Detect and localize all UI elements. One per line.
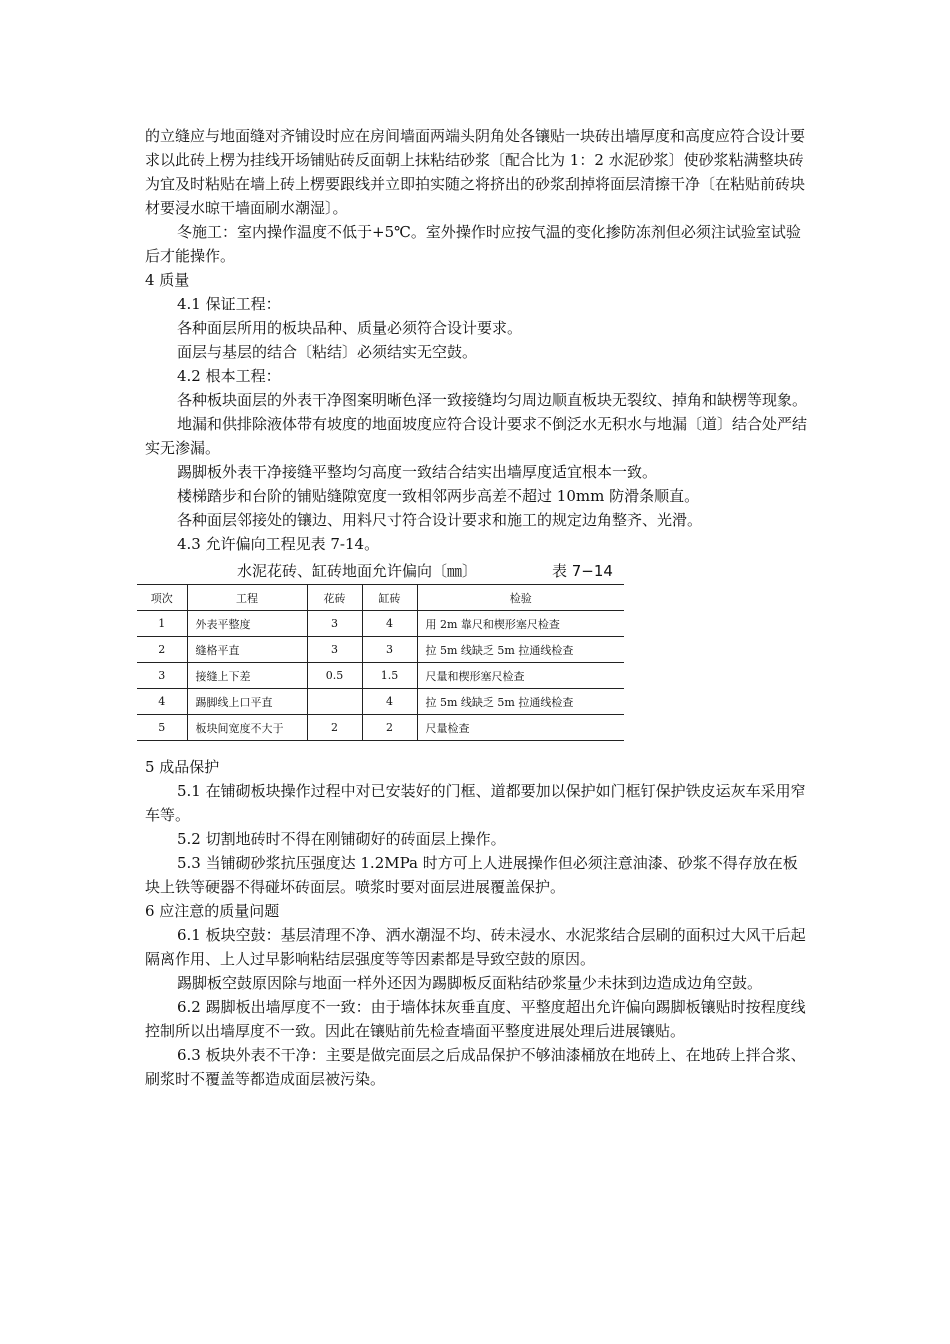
paragraph: 踢脚板外表干净接缝平整均匀高度一致结合结实出墙厚度适宜根本一致。 — [177, 463, 658, 481]
paragraph: 面层与基层的结合〔粘结〕必须结实无空鼓。 — [177, 343, 478, 361]
table-cell: 尺量检查 — [417, 715, 624, 741]
table-cell: 接缝上下差 — [187, 663, 307, 689]
table-row — [137, 637, 624, 663]
paragraph: 地漏和供排除液体带有坡度的地面坡度应符合设计要求不倒泛水无积水与地漏〔道〕结合处严结实无渗漏。 — [145, 415, 808, 457]
table-row — [137, 689, 624, 715]
table-number: 表 7−14 — [552, 562, 613, 580]
table-cell: 拉 5m 线缺乏 5m 拉通线检查 — [417, 689, 624, 715]
document-page — [145, 124, 810, 1091]
table-cell — [307, 689, 362, 715]
table-cell: 3 — [362, 637, 417, 663]
table-cell: 3 — [307, 637, 362, 663]
paragraph: 5.2 切割地砖时不得在刚铺砌好的砖面层上操作。 — [177, 830, 506, 848]
table-cell: 0.5 — [307, 663, 362, 689]
header-flower-brick: 花砖 — [307, 585, 362, 611]
paragraph: 4.3 允许偏向工程见表 7-14。 — [177, 535, 380, 553]
paragraph: 楼梯踏步和台阶的铺贴缝隙宽度一致相邻两步高差不超过 10mm 防滑条顺直。 — [177, 487, 700, 505]
table-cell: 4 — [362, 689, 417, 715]
table-body — [137, 611, 624, 741]
paragraph: 踢脚板空鼓原因除与地面一样外还因为踢脚板反面粘结砂浆量少未抹到边造成边角空鼓。 — [177, 974, 763, 992]
table-caption — [145, 558, 810, 584]
paragraph: 4.1 保证工程： — [177, 295, 281, 313]
paragraph: 各种面层邻接处的镶边、用料尺寸符合设计要求和施工的规定边角整齐、光滑。 — [177, 511, 703, 529]
table-cell: 板块间宽度不大于 — [187, 715, 307, 741]
table-cell: 4 — [158, 695, 166, 708]
section-heading: 4 质量 — [145, 271, 190, 289]
table-row — [137, 715, 624, 741]
paragraph: 6.3 板块外表不干净：主要是做完面层之后成品保护不够油漆桶放在地砖上、在地砖上拌合浆、刷浆时不覆盖等都造成面层被污染。 — [145, 1046, 806, 1088]
table-cell: 5 — [158, 721, 166, 734]
table-cell: 尺量和楔形塞尺检查 — [417, 663, 624, 689]
paragraph: 各种板块面层的外表干净图案明晰色泽一致接缝均匀周边顺直板块无裂纹、掉角和缺楞等现象。 — [177, 391, 808, 409]
table-cell: 外表平整度 — [187, 611, 307, 637]
section-heading: 5 成品保护 — [145, 758, 220, 776]
paragraph: 5.3 当铺砌砂浆抗压强度达 1.2MPa 时方可上人进展操作但必须注意油漆、砂浆不得存放在板块上铁等硬器不得碰坏砖面层。喷浆时要对面层进展覆盖保护。 — [145, 854, 798, 896]
table-cell: 3 — [158, 669, 166, 682]
table-cell: 2 — [158, 643, 166, 656]
table-header-row — [137, 585, 624, 611]
text-section-bottom — [145, 755, 810, 1091]
table-cell: 2 — [307, 715, 362, 741]
paragraph: 的立缝应与地面缝对齐铺设时应在房间墙面两端头阴角处各镶贴一块砖出墙厚度和高度应符合设计要求以此砖上楞为挂线开场铺贴砖反面朝上抹粘结砂浆〔配合比为 1：2 水泥砂浆〕使砂浆粘满整块砖为宜及时粘贴在墙上砖上楞要跟线并立即拍实随之将挤出的砂浆刮掉将面层清擦干净〔在粘贴前砖块材要浸水晾干墙面刷水潮湿〕。 — [145, 127, 806, 217]
header-check: 检验 — [417, 585, 624, 611]
table-row — [137, 663, 624, 689]
table-cell: 3 — [307, 611, 362, 637]
header-index: 项次 — [150, 591, 173, 605]
table-cell: 4 — [362, 611, 417, 637]
table-row — [137, 611, 624, 637]
paragraph: 5.1 在铺砌板块操作过程中对已安装好的门框、道都要加以保护如门框钉保护铁皮运灰车采用窄车等。 — [145, 782, 806, 824]
paragraph: 6.1 板块空鼓：基层清理不净、洒水潮湿不均、砖未浸水、水泥浆结合层刷的面积过大风干后起隔离作用、上人过早影响粘结层强度等等因素都是导致空鼓的原因。 — [145, 926, 806, 968]
paragraph: 各种面层所用的板块品种、质量必须符合设计要求。 — [177, 319, 523, 337]
table-cell: 用 2m 靠尺和楔形塞尺检查 — [417, 611, 624, 637]
tolerance-table — [137, 584, 624, 741]
table-cell: 缝格平直 — [187, 637, 307, 663]
header-item: 工程 — [187, 585, 307, 611]
table-cell: 踢脚线上口平直 — [187, 689, 307, 715]
text-section-top — [145, 124, 810, 556]
header-tile: 缸砖 — [362, 585, 417, 611]
table-cell: 拉 5m 线缺乏 5m 拉通线检查 — [417, 637, 624, 663]
table-title: 水泥花砖、缸砖地面允许偏向〔㎜〕 — [237, 562, 478, 580]
table-cell: 2 — [362, 715, 417, 741]
paragraph: 6.2 踢脚板出墙厚度不一致：由于墙体抹灰垂直度、平整度超出允许偏向踢脚板镶贴时按程度线控制所以出墙厚度不一致。因此在镶贴前先检查墙面平整度进展处理后进展镶贴。 — [145, 998, 806, 1040]
section-heading: 6 应注意的质量问题 — [145, 902, 280, 920]
table-cell: 1.5 — [362, 663, 417, 689]
paragraph: 冬施工：室内操作温度不低于+5℃。室外操作时应按气温的变化掺防冻剂但必须注试验室试验后才能操作。 — [145, 223, 801, 265]
table-cell: 1 — [158, 617, 166, 630]
paragraph: 4.2 根本工程： — [177, 367, 281, 385]
